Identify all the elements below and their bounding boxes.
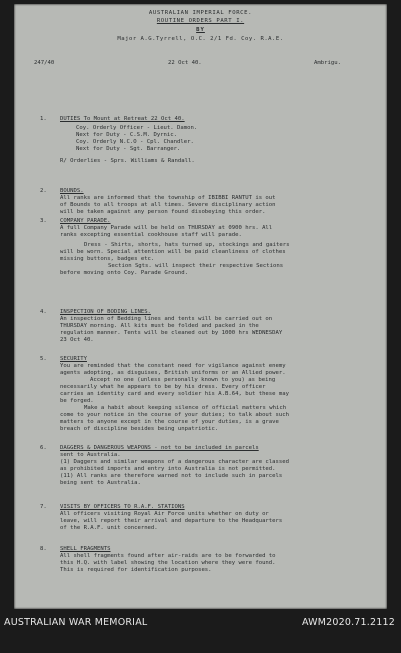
item-text-line: Next for Duty - Sgt. Barranger. (76, 146, 181, 152)
item-text-line: as prohibited imports and entry into Australia is not permitted. (60, 466, 276, 472)
force-heading: AUSTRALIAN IMPERIAL FORCE. (148, 10, 253, 16)
orders-heading: ROUTINE ORDERS PART I. (156, 18, 245, 24)
item-text-line: All shell fragments found after air-raids are to be forwarded to (60, 553, 276, 559)
item-text-line: 23 Oct 40. (60, 337, 94, 343)
item-heading-line: VISITS BY OFFICERS TO R.A.F. STATIONS (60, 504, 185, 510)
item-heading-line: DAGGERS & DANGEROUS WEAPONS - not to be included in parcels (60, 445, 259, 451)
item-number: 7. (40, 504, 47, 510)
item-text-line: sent to Australia. (60, 452, 121, 458)
item-text-line: Next for Duty - C.S.M. Dyrnic. (76, 132, 178, 138)
item-text-line: All ranks are informed that the township of IBIBBI RANTUT is out (60, 195, 276, 201)
item-text-line: (1) Daggers and similar weapons of a dangerous character are classed (60, 459, 290, 465)
commander-line: Major A.G.Tyrrell, O.C. 2/1 Fd. Coy. R.A.E. (117, 36, 284, 42)
item-text-line: Coy. Orderly Officer - Lieut. Damon. (76, 125, 198, 131)
item-text-line: being sent to Australia. (60, 480, 141, 486)
item-text-line: come to your notice in the course of your duties; to talk about such (60, 412, 290, 418)
item-text-line: An inspection of Bedding lines and tents will be carried out on (60, 316, 273, 322)
document-page (14, 4, 387, 609)
footer-credit: AUSTRALIAN WAR MEMORIAL (4, 617, 148, 628)
item-text-line: be forged. (60, 398, 94, 404)
item-text-line: matters to anyone except in the course of your duties, is a grave (60, 419, 279, 425)
order-date: 22 Oct 40. (168, 60, 202, 66)
item-text-line: will be worn. Special attention will be paid cleanliness of clothes (60, 249, 286, 255)
item-number: 6. (40, 445, 47, 451)
routine-orders (14, 4, 387, 609)
order-place: Ambrigu. (314, 60, 341, 66)
by-heading: BY (196, 27, 205, 33)
order-number: 247/40 (34, 60, 55, 66)
item-text-line: will be taken against any person found disobeying this order. (60, 209, 266, 215)
item-text-line: (11) All ranks are therefore warned not to include such in parcels (60, 473, 283, 479)
item-number: 2. (40, 188, 47, 194)
item-number: 5. (40, 356, 47, 362)
footer-accession: AWM2020.71.2112 (301, 617, 395, 628)
item-text-line: carries an identity card and every soldier his A.B.64, but these may (60, 391, 290, 397)
item-text-line: R/ Orderlies - Sprs. Williams & Randall. (60, 158, 195, 164)
item-number: 1. (40, 116, 47, 122)
item-heading-line: DUTIES To Mount at Retreat 22 Oct 40. (60, 116, 185, 122)
item-text-line: breach of discipline besides being unpatriotic. (60, 426, 219, 432)
item-heading-line: BOUNDS. (60, 188, 84, 194)
item-text-line: All officers visiting Royal Air Force units whether on duty or (60, 511, 269, 517)
item-text-line: ranks excepting essential cookhouse staff will parade. (60, 232, 242, 238)
item-heading-line: SHELL FRAGMENTS (60, 546, 111, 552)
item-text-line: Coy. Orderly N.C.O - Cpl. Chandler. (76, 139, 194, 145)
item-number: 8. (40, 546, 47, 552)
item-heading-line: COMPANY PARADE. (60, 218, 111, 224)
item-text-line: before moving onto Coy. Parade Ground. (60, 270, 188, 276)
item-text-line: missing buttons, badges etc. (60, 256, 155, 262)
item-heading-line: SECURITY (60, 356, 87, 362)
item-text-line: regulation manner. Tents will be cleaned out by 1000 hrs WEDNESDAY (60, 330, 283, 336)
item-heading-line: INSPECTION OF BODING LINES. (60, 309, 151, 315)
item-text-line: This is required for identification purposes. (60, 567, 212, 573)
item-number: 3. (40, 218, 47, 224)
item-text-line: of the R.A.F. unit concerned. (60, 525, 158, 531)
item-text-line: A full Company Parade will be held on THURSDAY at 0900 hrs. All (60, 225, 273, 231)
item-number: 4. (40, 309, 47, 315)
item-text-line: You are reminded that the constant need for vigilance against enemy (60, 363, 286, 369)
item-text-line: agents adopting, as disguises, British uniforms or an Allied power. (60, 370, 286, 376)
item-text-line: necessarily what he appears to be by his dress. Every officer (60, 384, 266, 390)
item-text-line: this H.Q. with label showing the location where they were found. (60, 560, 276, 566)
item-text-line: Accept no one (unless personally known to you) as being (90, 377, 276, 383)
item-text-line: Dress - Shirts, shorts, hats turned up, stockings and gaiters (84, 242, 290, 248)
item-text-line: leave, will report their arrival and departure to the Headquarters (60, 518, 283, 524)
item-text-line: THURSDAY morning. All kits must be folded and packed in the (60, 323, 259, 329)
item-text-line: Make a habit about keeping silence of official matters which (84, 405, 287, 411)
item-text-line: Section Sgts. will inspect their respective Sections (108, 263, 284, 269)
item-text-line: of Bounds to all troops at all times. Severe disciplinary action (60, 202, 276, 208)
